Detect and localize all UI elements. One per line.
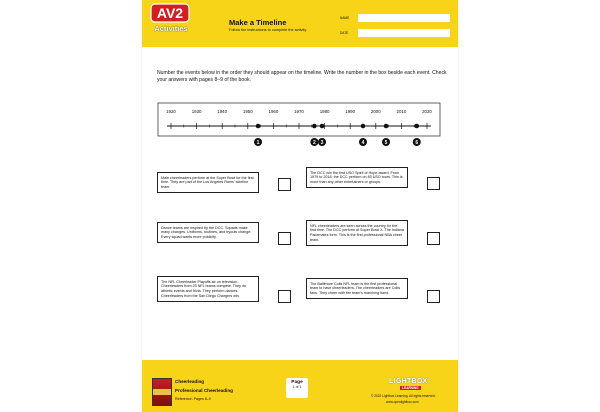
- av2-logo: [150, 3, 190, 23]
- page-subtitle: Follow the instructions to complete the activity.: [229, 28, 308, 32]
- lightbox-logo-sub: LEARNING: [402, 386, 419, 390]
- name-label: NAME: [340, 16, 350, 20]
- event-card-1: [157, 172, 259, 193]
- timeline-number: 1: [256, 139, 260, 146]
- copyright: © 2022 Lightbox Learning. All rights reserved.: [371, 394, 436, 398]
- timeline-tick-label: 1970: [294, 109, 304, 114]
- event-card-2: [306, 167, 408, 188]
- answer-box-5[interactable]: [278, 290, 291, 303]
- timeline-tick-label: 1940: [217, 109, 228, 114]
- date-field[interactable]: [358, 29, 450, 37]
- event-text: NFL cheerleaders are seen across the country for the first time. The DCC perform at Super Bowl X. The Indiana Pacemates form. This is the first professional NBA cheer team.: [310, 223, 404, 242]
- timeline-tick-label: 2000: [370, 109, 381, 114]
- event-text: The DCC win the first USO Spirit of Hope award. From 1979 to 2018, the DCC perform on 83 USO tours. This is more than any other entertainers or groups.: [310, 170, 403, 185]
- timeline-tick-label: 1980: [319, 109, 330, 114]
- timeline-tick-label: 2020: [422, 109, 432, 114]
- date-label: DATE: [340, 31, 349, 35]
- event-text: Male cheerleaders perform at the Super Bowl for the first time. They are part of the Los Angeles Rams' sideline team.: [161, 175, 254, 190]
- event-card-5: [157, 276, 259, 302]
- book-title: Professional Cheerleading: [175, 388, 233, 393]
- timeline-number: 6: [415, 139, 419, 146]
- answer-box-6[interactable]: [427, 290, 440, 303]
- logo-subtitle: Activities: [154, 24, 188, 33]
- timeline-tick-label: 1990: [345, 109, 356, 114]
- answer-box-2[interactable]: [427, 177, 440, 190]
- page-badge: [286, 378, 308, 398]
- timeline-tick-label: 2010: [396, 109, 407, 114]
- event-card-4: [306, 220, 408, 246]
- name-field[interactable]: [358, 14, 450, 22]
- page-title: Make a Timeline: [229, 18, 287, 27]
- timeline: [157, 102, 441, 147]
- answer-box-3[interactable]: [278, 232, 291, 245]
- lightbox-logo: LIGHTBOX: [389, 378, 428, 385]
- header-band: [142, 0, 458, 47]
- footer-band: [142, 360, 458, 412]
- answer-box-1[interactable]: [278, 178, 291, 191]
- timeline-number: 3: [320, 139, 324, 146]
- event-card-6: [306, 278, 408, 299]
- timeline-tick-label: 1920: [166, 109, 176, 114]
- event-text: Dance teams are inspired by the DCC. Squads make many changes. Uniforms, routines, and tryouts change. Every squad wants more publicity.: [161, 225, 252, 240]
- svg-text:AV2: AV2: [156, 5, 184, 21]
- event-text: The Baltimore Colts NFL team is the first professional team to have cheerleaders. The cheerleaders are Colts fans. They cheer with the team's marching band.: [310, 281, 401, 296]
- timeline-tick-label: 1930: [191, 109, 202, 114]
- timeline-marker: [312, 124, 317, 129]
- instructions: Number the events below in the order they should appear on the timeline. Write the number in the box beside each event. Check your answers with pages 8–9 of the book.: [157, 70, 447, 83]
- timeline-tick-label: 1950: [242, 109, 253, 114]
- timeline-number: 5: [384, 139, 388, 146]
- timeline-marker: [414, 124, 419, 129]
- publisher-url: www.openlightbox.com: [386, 400, 419, 404]
- timeline-frame: [158, 103, 440, 136]
- timeline-tick-label: 1960: [268, 109, 279, 114]
- timeline-number: 4: [361, 139, 365, 146]
- page-label: Page: [291, 380, 303, 385]
- book-cover-image: [152, 378, 172, 406]
- timeline-number: 2: [312, 139, 316, 146]
- worksheet: [142, 0, 458, 412]
- event-text: The NFL Cheerleader Playoffs air on television. Cheerleaders from 25 NFL teams compete. They do athletic events and trivia. They perform dances. Cheerleaders from the San Diego Chargers win.: [161, 279, 247, 298]
- answer-box-4[interactable]: [427, 232, 440, 245]
- event-card-3: [157, 222, 259, 243]
- page-number: 1 of 1: [292, 385, 302, 389]
- timeline-marker: [384, 124, 389, 129]
- timeline-marker: [256, 124, 261, 129]
- page-reference: Reference: Pages 8–9: [175, 397, 211, 401]
- timeline-marker: [361, 124, 366, 129]
- series-title: Cheerleading: [175, 379, 205, 384]
- timeline-marker: [320, 124, 325, 129]
